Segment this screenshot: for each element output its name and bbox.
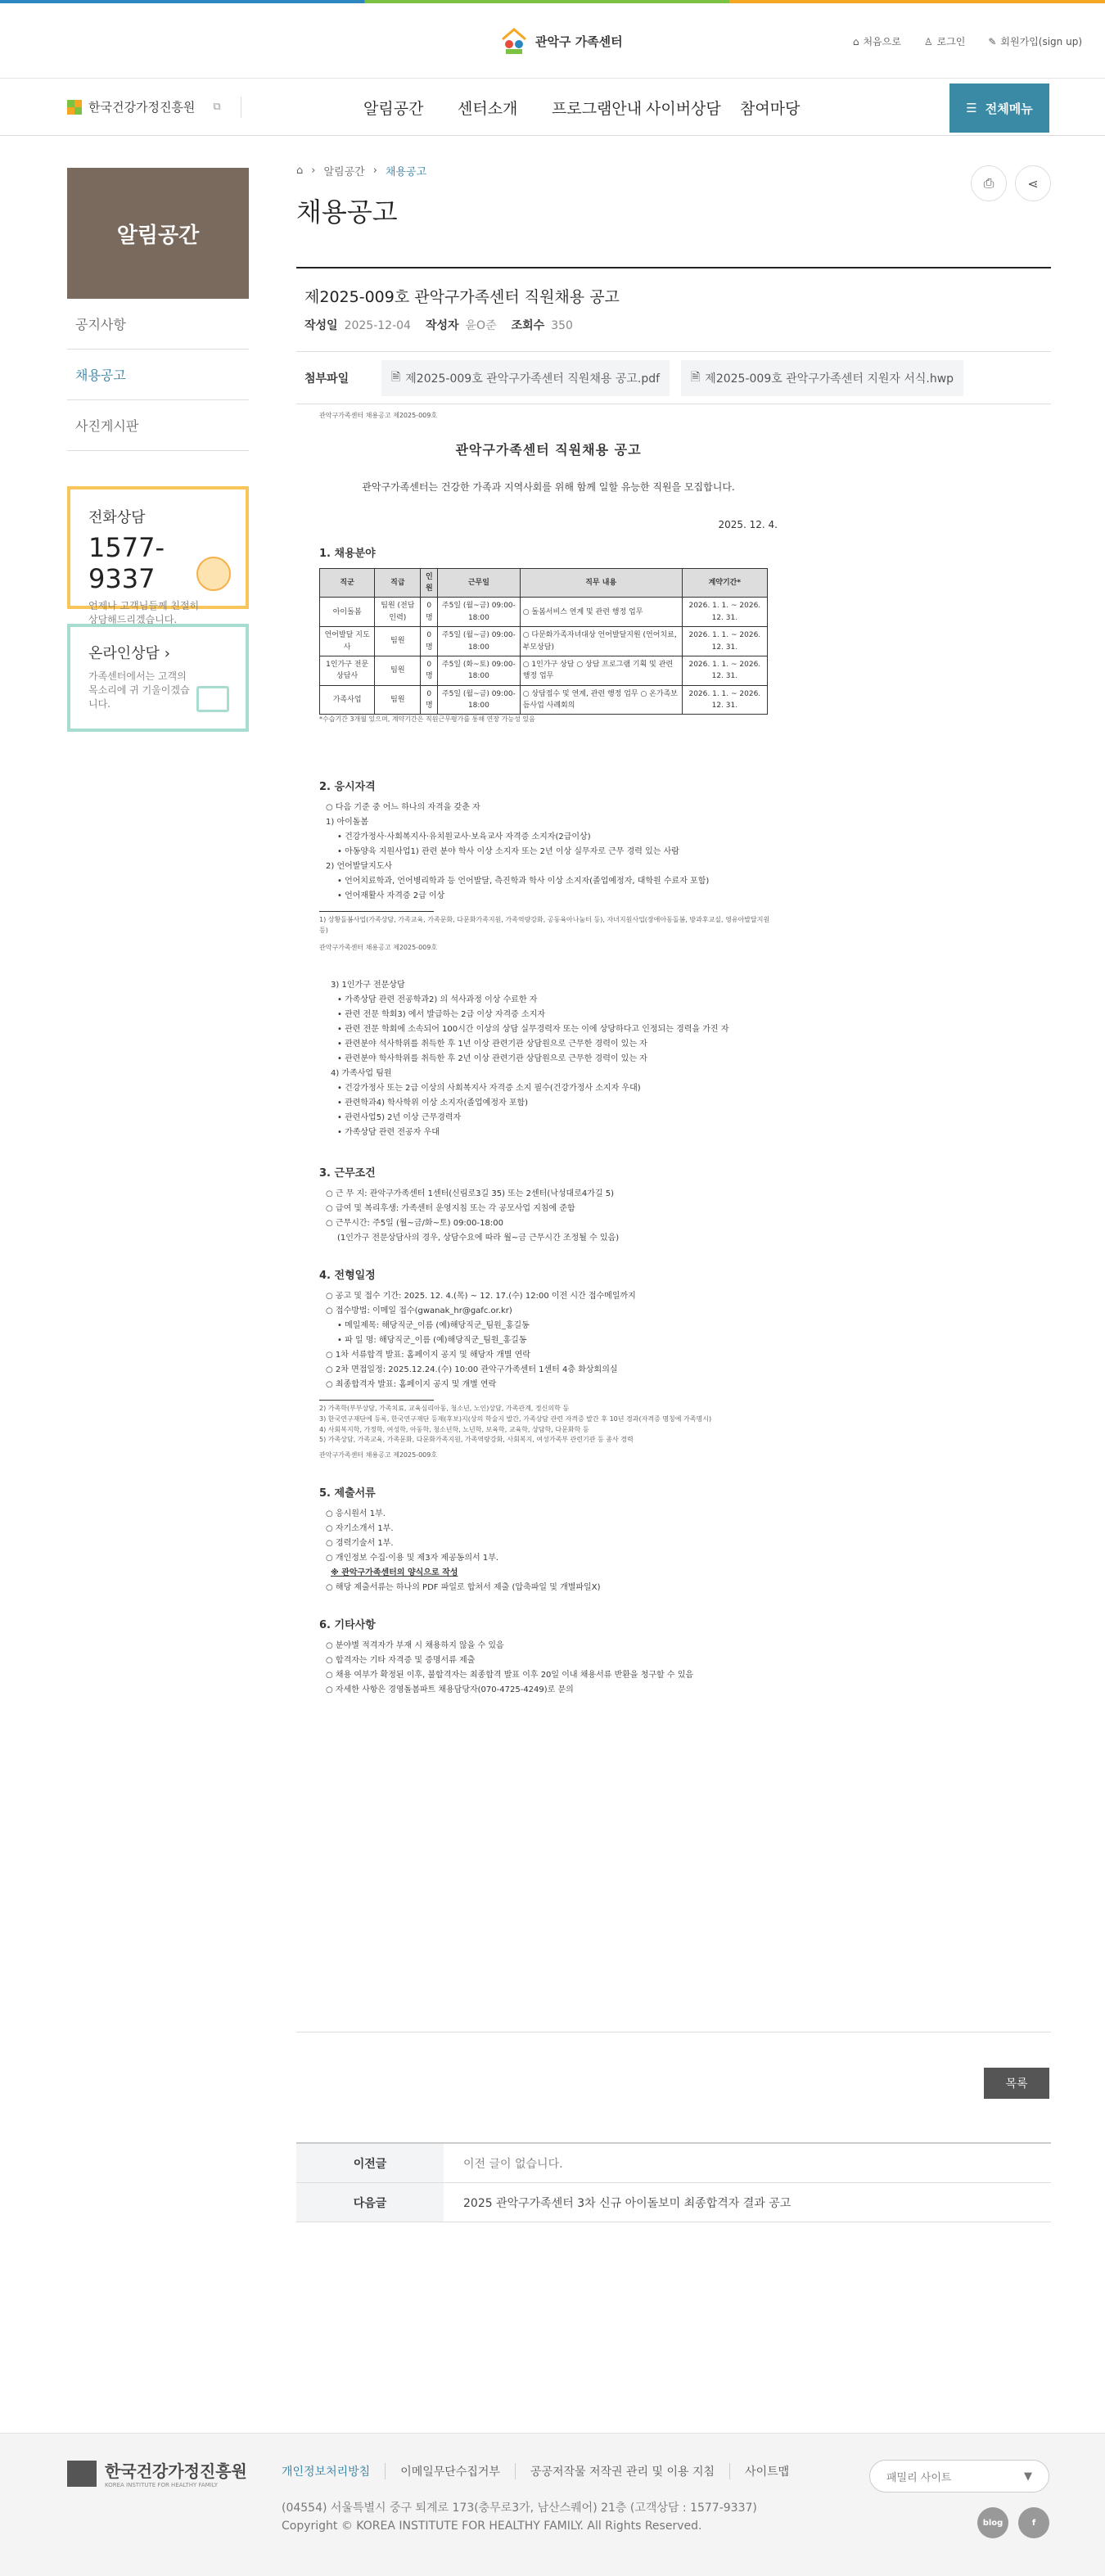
doc-line: ○ 급여 및 복리후생: 가족센터 운영지침 또는 각 공모사업 지침에 준함 xyxy=(326,1204,575,1214)
table-cell: 0명 xyxy=(421,656,438,685)
all-menu-label: 전체메뉴 xyxy=(985,101,1033,116)
doc-line: • 관련분야 석사학위를 취득한 후 1년 이상 관련기관 상담원으로 근무한 경력이 있는 자 xyxy=(337,1040,647,1049)
table-cell: 팀원 (전담인력) xyxy=(375,598,421,627)
counselor-icon xyxy=(196,557,231,591)
next-post-label: 다음글 xyxy=(296,2183,444,2222)
breadcrumb-current: 채용공고 xyxy=(385,165,427,178)
doc-line: 3) 1인가구 전문상담 xyxy=(331,981,405,990)
post-title: 제2025-009호 관악구가족센터 직원채용 공고 xyxy=(304,288,620,306)
doc-header: 관악구가족센터 채용공고 제2025-009호 xyxy=(319,412,438,419)
hamburger-icon: ☰ xyxy=(966,101,977,115)
footnote: 5) 가족상담, 가족교육, 가족문화, 다문화가족지원, 가족역량강화, 사회복지, 여성가족부 관련기관 등 종사 경력 xyxy=(319,1436,634,1444)
footer-link-email[interactable]: 이메일무단수집거부 xyxy=(385,2463,515,2479)
recruit-table xyxy=(319,568,768,715)
online-counsel-title-text: 온라인상담 xyxy=(88,645,160,662)
doc-line: • 언어치료학과, 언어병리학과 등 언어발달, 측진학과 학사 이상 소지자(졸업예정자, 대학원 수료자 포함) xyxy=(337,877,710,886)
login-link[interactable] xyxy=(924,34,966,48)
home-icon: ⌂ xyxy=(852,35,859,47)
doc-line: ○ 접수방법: 이메일 접수(gwanak_hr@gafc.or.kr) xyxy=(326,1306,512,1316)
list-button[interactable]: 목록 xyxy=(984,2068,1049,2099)
doc-line: ○ 최종합격자 발표: 홈페이지 공지 및 개별 연락 xyxy=(326,1380,497,1390)
file-icon: 🗎 xyxy=(391,370,401,384)
table-cell: 가족사업 xyxy=(320,685,375,715)
post-date-label: 작성일 xyxy=(304,319,338,332)
doc-line: • 관련 전문 학회에 소속되어 100시간 이상의 상담 실무경력자 또는 이에 상당하다고 인정되는 경력을 가진 자 xyxy=(337,1025,729,1035)
attachment-file-name: 제2025-009호 관악구가족센터 지원자 서식.hwp xyxy=(705,372,954,386)
doc-line: ○ 다음 기준 중 어느 하나의 자격을 갖춘 자 xyxy=(326,803,480,813)
table-cell: 언어발달 지도사 xyxy=(320,627,375,656)
table-header-cell: 근무일 xyxy=(438,568,521,598)
print-icon[interactable]: ⎙ xyxy=(971,165,1007,201)
table-cell: 0명 xyxy=(421,598,438,627)
table-cell: 주5일 (월~금) 09:00-18:00 xyxy=(438,685,521,715)
menu-about[interactable]: 센터소개 xyxy=(458,100,518,118)
prev-next-table xyxy=(296,2142,1051,2222)
doc-line: ○ 자기소개서 1부. xyxy=(326,1523,394,1533)
doc-line: ○ 채용 여부가 확정된 이후, 불합격자는 최종합격 발표 이후 20일 이내 채용서류 반환을 청구할 수 있음 xyxy=(326,1670,694,1680)
footnote: 4) 사회복지학, 가정학, 여성학, 아동학, 청소년학, 노년학, 보육학, 교육학, 상담학, 다문화학 등 xyxy=(319,1425,589,1433)
org-logo-icon xyxy=(67,2461,97,2487)
table-cell: 0명 xyxy=(421,685,438,715)
doc-line: ○ 합격자는 기타 자격증 및 증명서류 제출 xyxy=(326,1655,476,1665)
doc-line: • 관련분야 학사학위를 취득한 후 2년 이상 관련기관 상담원으로 근무한 경력이 있는 자 xyxy=(337,1054,647,1064)
user-icon: ♙ xyxy=(923,35,933,47)
doc-line: 1) 아이돌봄 xyxy=(326,818,369,828)
page-title: 채용공고 xyxy=(296,196,398,228)
doc-line: • 관련학과4) 학사학위 이상 소지자(졸업예정자 포함) xyxy=(337,1099,529,1108)
doc-date: 2025. 12. 4. xyxy=(718,518,778,530)
phone-number: 1577-9337 xyxy=(88,532,165,594)
table-cell: 2026. 1. 1. ~ 2026. 12. 31. xyxy=(682,598,767,627)
online-counsel-title xyxy=(88,642,228,663)
menu-notice[interactable]: 알림공간 xyxy=(363,100,424,118)
org-link[interactable] xyxy=(67,98,221,115)
table-cell: ○ 다문화가족자녀대상 언어발달지원 (언어치료, 부모상담) xyxy=(520,627,682,656)
doc-line: • 관련사업5) 2년 이상 근무경력자 xyxy=(337,1113,462,1123)
footnote: 2) 가족학(부부상담, 가족치료, 교육심리아동, 청소년, 노인)상담, 가족관계, 정신의학 등 xyxy=(319,1405,570,1413)
table-cell: 아이돌봄 xyxy=(320,598,375,627)
blog-icon[interactable]: blog xyxy=(977,2507,1008,2538)
phone-counsel-desc: 언제나 고객님들께 친절히 상담해드리겠습니다. xyxy=(88,600,200,625)
home-link[interactable] xyxy=(853,34,901,48)
table-header-cell: 인원 xyxy=(421,568,438,598)
sidebar-item-notice[interactable]: 공지사항 xyxy=(67,299,249,350)
table-cell: ○ 상담접수 및 연계, 관련 행정 업무 ○ 온가족보듬사업 사례회의 xyxy=(520,685,682,715)
doc-section-title: 4. 전형일정 xyxy=(319,1270,376,1283)
monitor-icon xyxy=(196,686,229,712)
sidebar xyxy=(67,168,249,451)
post-views-label: 조회수 xyxy=(511,319,545,332)
prev-post-label: 이전글 xyxy=(296,2144,444,2182)
doc-line: • 건강가정사 또는 2급 이상의 사회복지사 자격증 소지 필수(건강가정사 소지자 우대) xyxy=(337,1084,641,1094)
main-menu xyxy=(363,97,834,119)
doc-line: 2) 언어발달지도사 xyxy=(326,862,393,872)
sidebar-item-photo[interactable]: 사진게시판 xyxy=(67,400,249,451)
doc-line: ○ 자세한 사항은 경영돌봄파트 채용담당자(070-4725-4249)로 문의 xyxy=(326,1685,574,1694)
doc-line: ○ 근무시간: 주5일 (월~금/화~토) 09:00-18:00 xyxy=(326,1219,503,1229)
doc-section-title: 1. 채용분야 xyxy=(319,547,376,560)
signup-link-label: 회원가입(sign up) xyxy=(1000,36,1082,47)
signup-link[interactable] xyxy=(988,34,1082,48)
attachments-label: 첨부파일 xyxy=(304,372,350,386)
table-cell: 팀원 xyxy=(375,656,421,685)
post-date-value: 2025-12-04 xyxy=(344,319,411,332)
doc-line: • 메일제목: 해당직군_이름 (예)해당직군_팀원_홍길동 xyxy=(337,1321,530,1331)
table-cell: 주5일 (화~토) 09:00-18:00 xyxy=(438,656,521,685)
footnote-divider xyxy=(319,1400,434,1401)
breadcrumb-item[interactable]: 알림공간 xyxy=(323,165,365,178)
global-nav xyxy=(0,79,1105,136)
facebook-icon[interactable]: f xyxy=(1018,2507,1049,2538)
table-row xyxy=(320,627,768,656)
table-header-cell: 직무 내용 xyxy=(520,568,682,598)
table-header-cell: 계약기간* xyxy=(682,568,767,598)
prev-post-value: 이전 글이 없습니다. xyxy=(463,2157,563,2171)
menu-program[interactable]: 프로그램안내 xyxy=(552,100,643,118)
footer-org-name: 한국건강가정진흥원 xyxy=(105,2461,247,2481)
doc-line: ○ 1차 서류합격 발표: 홈페이지 공지 및 해당자 개별 연락 xyxy=(326,1351,530,1360)
table-header-cell: 직급 xyxy=(375,568,421,598)
table-note: *수습기간 3개월 있으며, 계약기간은 직원근무평가를 통해 연장 가능성 있음 xyxy=(319,715,535,724)
footer-org-en: KOREA INSTITUTE FOR HEALTHY FAMILY xyxy=(105,2482,219,2488)
post-body-document xyxy=(319,411,778,1699)
attachment-file[interactable] xyxy=(381,360,670,396)
org-logo-icon xyxy=(67,100,82,115)
doc-line: ○ 해당 제출서류는 하나의 PDF 파일로 합쳐서 제출 (압축파일 및 개별파일X) xyxy=(326,1582,601,1592)
post-view xyxy=(296,267,1051,404)
post-author-value: 윤O준 xyxy=(465,319,497,332)
prev-post-row[interactable] xyxy=(296,2144,1051,2183)
online-counsel-desc: 가족센터에서는 고객의 목소리에 귀 기울이겠습니다. xyxy=(88,670,190,710)
chevron-right-icon: › xyxy=(372,164,377,177)
external-link-icon: ⧉ xyxy=(213,101,221,113)
doc-line: ○ 2차 면접일정: 2025.12.24.(수) 10:00 관악구가족센터 1센터 4층 화상회의실 xyxy=(326,1365,618,1375)
post-date xyxy=(304,317,411,333)
phone-counsel-title: 전화상담 xyxy=(88,509,146,526)
doc-line: 4) 가족사업 팀원 xyxy=(331,1069,392,1079)
file-icon: 🗎 xyxy=(691,370,701,384)
doc-section-title: 6. 기타사항 xyxy=(319,1618,376,1631)
doc-line: ※ 관악구가족센터의 양식으로 작성 xyxy=(331,1568,458,1577)
table-row xyxy=(320,685,768,715)
home-icon[interactable]: ⌂ xyxy=(296,164,304,177)
all-menu-button[interactable] xyxy=(949,83,1049,133)
doc-line: ○ 개인정보 수집·이용 및 제3자 제공동의서 1부. xyxy=(326,1553,499,1563)
table-cell: 2026. 1. 1. ~ 2026. 12. 31. xyxy=(682,627,767,656)
footnote-divider xyxy=(319,911,434,912)
chevron-right-icon: › xyxy=(164,645,170,662)
table-cell: 팀원 xyxy=(375,685,421,715)
doc-line: ○ 응시원서 1부. xyxy=(326,1509,386,1518)
doc-lead: 관악구가족센터는 건강한 가족과 지역사회를 위해 함께 일할 유능한 직원을 모집합니다. xyxy=(362,481,735,494)
doc-line: ○ 분야별 적격자가 부재 시 채용하지 않을 수 있음 xyxy=(326,1640,504,1650)
family-center-logo-icon xyxy=(499,25,529,57)
footer-link-sitemap[interactable]: 사이트맵 xyxy=(729,2463,804,2479)
phone-counsel-box xyxy=(67,486,249,625)
table-cell: 팀원 xyxy=(375,627,421,656)
doc-line: (1인가구 전문상담사의 경우, 상담수요에 따라 월~금 근무시간 조정될 수 있음) xyxy=(337,1234,620,1243)
table-header-cell: 직군 xyxy=(320,568,375,598)
page-tools xyxy=(971,165,1051,201)
post-meta xyxy=(296,307,1051,352)
footer-link-copyright[interactable]: 공공저작물 저작권 관리 및 이용 지침 xyxy=(515,2463,729,2479)
main-content xyxy=(296,160,1051,1694)
doc-line: ○ 경력기술서 1부. xyxy=(326,1538,394,1548)
sidebar-title: 알림공간 xyxy=(67,168,249,299)
doc-title: 관악구가족센터 직원채용 공고 xyxy=(455,441,642,458)
doc-line: ○ 공고 및 접수 기간: 2025. 12. 4.(목) ~ 12. 17.(수) 12:00 이전 시간 접수메일까지 xyxy=(326,1292,636,1302)
chevron-right-icon: › xyxy=(311,164,316,177)
attachment-file[interactable] xyxy=(681,360,963,396)
post-views-value: 350 xyxy=(551,319,573,332)
table-cell: 1인가구 전문상담사 xyxy=(320,656,375,685)
footer-link-privacy[interactable]: 개인정보처리방침 xyxy=(282,2465,371,2479)
table-cell: 2026. 1. 1. ~ 2026. 12. 31. xyxy=(682,685,767,715)
table-cell: 주5일 (월~금) 09:00-18:00 xyxy=(438,627,521,656)
edit-icon: ✎ xyxy=(988,35,997,47)
org-name: 한국건강가정진흥원 xyxy=(88,100,196,115)
doc-section-title: 3. 근무조건 xyxy=(319,1167,376,1180)
doc-line: • 관련 전문 학회3) 에서 발급하는 2급 이상 자격증 소지자 xyxy=(337,1010,545,1020)
doc-section-title: 5. 제출서류 xyxy=(319,1487,376,1500)
sidebar-item-recruit[interactable]: 채용공고 xyxy=(67,350,249,400)
doc-line: • 언어재활사 자격증 2급 이상 xyxy=(337,891,445,901)
doc-header: 관악구가족센터 채용공고 제2025-009호 xyxy=(319,943,438,951)
online-counsel-box[interactable] xyxy=(67,624,249,732)
doc-line: • 건강가정사·사회복지사·유치원교사·보육교사 자격증 소지자(2급이상) xyxy=(337,832,591,842)
doc-line: • 가족상담 관련 전공학과2) 의 석사과정 이상 수료한 자 xyxy=(337,995,538,1005)
sns-links xyxy=(977,2507,1049,2538)
table-cell: ○ 1인가구 상담 ○ 상담 프로그램 기획 및 관련 행정 업무 xyxy=(520,656,682,685)
table-cell: ○ 돌봄서비스 연계 및 관련 행정 업무 xyxy=(520,598,682,627)
utility-header xyxy=(0,3,1105,79)
site-logo[interactable] xyxy=(499,25,623,57)
table-cell: 2026. 1. 1. ~ 2026. 12. 31. xyxy=(682,656,767,685)
attachments xyxy=(296,352,1051,404)
post-author xyxy=(426,317,497,333)
doc-section-title: 2. 응시자격 xyxy=(319,781,376,794)
share-icon[interactable]: ⋖ xyxy=(1015,165,1051,201)
doc-header: 관악구가족센터 채용공고 제2025-009호 xyxy=(319,1451,438,1459)
table-row xyxy=(320,656,768,685)
footer-links xyxy=(282,2463,804,2479)
table-cell: 주5일 (월~금) 09:00-18:00 xyxy=(438,598,521,627)
home-link-label: 처음으로 xyxy=(863,36,901,47)
footnote: 3) 한국연구재단에 등록, 한국연구재단 등재(후보)지(상의 학술지 발간, 가족상담 관련 자격증 발간 후 10년 경과(자격증 명칭에 가족명시) xyxy=(319,1414,712,1423)
caret-down-icon: ▼ xyxy=(1024,2470,1032,2483)
doc-line: • 파 일 명: 해당직군_이름 (예)해당직군_팀원_홍길동 xyxy=(337,1336,527,1346)
footer-address xyxy=(282,2499,757,2535)
footer-address-line: (04554) 서울특별시 중구 퇴계로 173(충무로3가, 남산스퀘어) 21층 (고객상담 : 1577-9337) xyxy=(282,2502,757,2515)
table-cell: 0명 xyxy=(421,627,438,656)
next-post-row[interactable] xyxy=(296,2183,1051,2222)
menu-participation[interactable]: 참여마당 xyxy=(740,100,801,118)
attachment-file-name: 제2025-009호 관악구가족센터 직원채용 공고.pdf xyxy=(405,372,661,386)
next-post-link[interactable]: 2025 관악구가족센터 3차 신규 아이돌보미 최종합격자 결과 공고 xyxy=(463,2196,792,2210)
footnote: 1) 상황돌봄사업(가족상담, 가족교육, 가족문화, 다문화가족지원, 가족역량강화, 공동육아나눔터 등), 자녀지원사업(장애아동돌봄, 방과후교실, 영유아발달지원 등) xyxy=(319,916,770,934)
post-author-label: 작성자 xyxy=(425,319,459,332)
login-link-label: 로그인 xyxy=(936,36,966,47)
table-header-row xyxy=(320,568,768,598)
menu-cyber-counsel[interactable]: 사이버상담 xyxy=(646,100,721,118)
breadcrumb xyxy=(296,160,1051,180)
footer-copyright: Copyright © KOREA INSTITUTE FOR HEALTHY FAMILY. All Rights Reserved. xyxy=(282,2520,702,2533)
doc-line: ○ 근 무 지: 관악구가족센터 1센터(신림로3길 35) 또는 2센터(낙성대로4가길 5) xyxy=(326,1189,615,1199)
footer xyxy=(0,2433,1105,2576)
table-row xyxy=(320,598,768,627)
family-site-label: 패밀리 사이트 xyxy=(886,2471,952,2484)
footer-logo xyxy=(67,2458,247,2488)
site-logo-text: 관악구 가족센터 xyxy=(535,34,623,49)
doc-line: • 아동양육 지원사업1) 관련 분야 학사 이상 소지자 또는 2년 이상 실무자로 근무 경력 있는 사람 xyxy=(337,847,679,857)
post-views xyxy=(512,317,573,333)
family-site-select[interactable] xyxy=(869,2460,1049,2493)
doc-line: • 가족상담 관련 전공자 우대 xyxy=(337,1128,440,1138)
